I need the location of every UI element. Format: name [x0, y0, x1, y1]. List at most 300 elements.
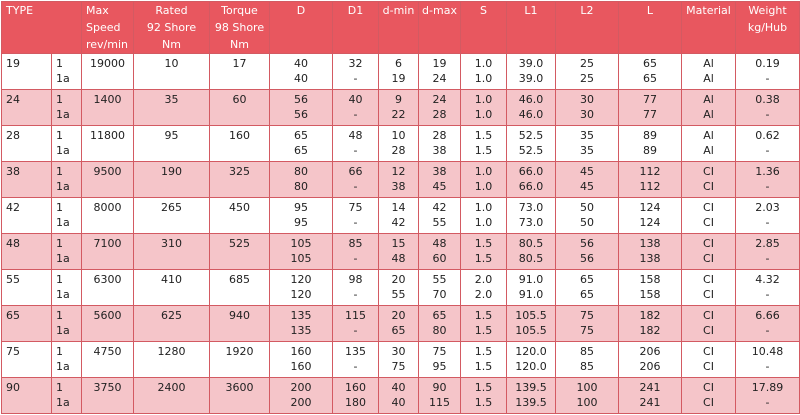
cell-d-min — [379, 270, 419, 306]
cell-weight — [736, 90, 800, 126]
cell-rated-torque: 95 — [134, 126, 210, 162]
cell-l1 — [507, 306, 556, 342]
cell-material-line: CI — [703, 237, 714, 250]
cell-d1-line: 135 — [345, 345, 366, 358]
cell-s — [461, 162, 507, 198]
cell-d-max — [419, 234, 461, 270]
cell-d-min-line: 9 — [395, 93, 402, 106]
cell-weight — [736, 198, 800, 234]
cell-l2-line: 75 — [580, 309, 594, 322]
cell-d — [270, 162, 333, 198]
cell-material-line: Al — [703, 57, 714, 70]
cell-l1-line: 120.0 — [515, 360, 547, 373]
cell-l-line: 77 — [643, 93, 657, 106]
cell-max-speed: 1400 — [82, 90, 134, 126]
cell-l1 — [507, 54, 556, 90]
cell-weight — [736, 342, 800, 378]
cell-variant-line: 1a — [56, 360, 70, 373]
cell-weight — [736, 234, 800, 270]
cell-d-min-line: 22 — [391, 108, 406, 121]
header-d: D — [270, 2, 333, 54]
cell-l-line: 206 — [639, 360, 661, 373]
cell-d-line: 200 — [290, 396, 312, 409]
cell-variant-line: 1 — [56, 273, 63, 286]
cell-variant — [52, 378, 82, 414]
cell-type: 65 — [2, 306, 52, 342]
cell-d-line: 80 — [294, 180, 308, 193]
cell-l2-line: 35 — [580, 129, 594, 142]
cell-l1 — [507, 198, 556, 234]
cell-l1-line: 80.5 — [518, 237, 544, 250]
cell-d-line: 40 — [294, 72, 308, 85]
cell-d-max-line: 70 — [432, 288, 447, 301]
cell-max-torque: 1920 — [210, 342, 270, 378]
cell-d — [270, 198, 333, 234]
header-d-max: d-max — [419, 2, 461, 54]
cell-d1 — [333, 198, 379, 234]
header-rated-torque: Rated 92 Shore Nm — [134, 2, 210, 54]
cell-weight-line: 0.62 — [755, 129, 780, 142]
cell-l1 — [507, 342, 556, 378]
cell-d-line: 65 — [294, 129, 308, 142]
cell-d — [270, 234, 333, 270]
cell-d-min-line: 48 — [391, 252, 406, 265]
cell-material-line: CI — [703, 180, 714, 193]
cell-d-min — [379, 54, 419, 90]
cell-l2-line: 45 — [580, 180, 594, 193]
cell-d-max-line: 28 — [432, 108, 447, 121]
cell-l2-line: 65 — [580, 273, 594, 286]
cell-l-line: 182 — [639, 324, 661, 337]
cell-weight — [736, 378, 800, 414]
cell-d1-line: - — [353, 252, 358, 265]
cell-l-line: 124 — [639, 216, 661, 229]
cell-l2 — [556, 126, 619, 162]
cell-weight-line: 4.32 — [755, 273, 780, 286]
cell-d-line: 135 — [290, 309, 312, 322]
cell-l2 — [556, 270, 619, 306]
cell-s-line: 2.0 — [474, 273, 493, 286]
table-row — [2, 270, 800, 306]
cell-material — [682, 234, 736, 270]
cell-variant — [52, 162, 82, 198]
cell-material-line: CI — [703, 360, 714, 373]
cell-rated-torque: 310 — [134, 234, 210, 270]
cell-l2 — [556, 54, 619, 90]
cell-material-line: Al — [703, 108, 714, 121]
cell-d1 — [333, 162, 379, 198]
cell-weight-line: - — [765, 324, 770, 337]
cell-d-line: 65 — [294, 144, 308, 157]
cell-l1-line: 120.0 — [515, 345, 547, 358]
cell-l-line: 89 — [643, 129, 657, 142]
cell-d-line: 135 — [290, 324, 312, 337]
cell-max-torque: 325 — [210, 162, 270, 198]
cell-d-line: 95 — [294, 201, 308, 214]
cell-d-max-line: 60 — [432, 252, 447, 265]
cell-type: 38 — [2, 162, 52, 198]
cell-l1-line: 52.5 — [518, 129, 544, 142]
cell-l2-line: 30 — [580, 93, 594, 106]
cell-l2 — [556, 90, 619, 126]
table-body — [2, 54, 800, 414]
cell-d-min-line: 55 — [391, 288, 406, 301]
cell-d-max — [419, 54, 461, 90]
cell-material-line: CI — [703, 396, 714, 409]
cell-l1 — [507, 234, 556, 270]
cell-d1-line: 66 — [348, 165, 363, 178]
cell-l-line: 138 — [639, 252, 661, 265]
cell-d-min — [379, 306, 419, 342]
table-row — [2, 306, 800, 342]
cell-l1-line: 39.0 — [518, 72, 544, 85]
cell-weight-line: 0.38 — [755, 93, 780, 106]
cell-s — [461, 342, 507, 378]
cell-l2-line: 50 — [580, 201, 594, 214]
cell-d1-line: 85 — [348, 237, 363, 250]
cell-d-line: 105 — [290, 237, 312, 250]
cell-l1-line: 91.0 — [518, 288, 544, 301]
cell-rated-torque: 190 — [134, 162, 210, 198]
cell-s-line: 1.5 — [474, 309, 493, 322]
cell-l2-line: 100 — [576, 381, 598, 394]
cell-type: 28 — [2, 126, 52, 162]
cell-d1-line: - — [353, 180, 358, 193]
cell-material — [682, 198, 736, 234]
cell-d — [270, 306, 333, 342]
cell-l — [619, 126, 682, 162]
cell-s — [461, 126, 507, 162]
cell-l1 — [507, 270, 556, 306]
cell-material-line: CI — [703, 345, 714, 358]
cell-d-max-line: 55 — [432, 216, 447, 229]
cell-l1-line: 73.0 — [518, 216, 544, 229]
cell-d-max-line: 115 — [429, 396, 450, 409]
cell-d — [270, 54, 333, 90]
cell-d1-line: - — [353, 108, 358, 121]
cell-s — [461, 234, 507, 270]
cell-max-torque: 450 — [210, 198, 270, 234]
coupling-spec-table — [1, 1, 800, 414]
cell-l — [619, 234, 682, 270]
cell-rated-torque: 1280 — [134, 342, 210, 378]
cell-s-line: 1.0 — [474, 165, 493, 178]
cell-variant-line: 1 — [56, 165, 63, 178]
table-row — [2, 126, 800, 162]
cell-l-line: 112 — [639, 180, 661, 193]
cell-d-max-line: 42 — [432, 201, 447, 214]
cell-weight-line: - — [765, 360, 770, 373]
cell-l1-line: 39.0 — [518, 57, 544, 70]
cell-l-line: 89 — [643, 144, 657, 157]
cell-d-max — [419, 378, 461, 414]
cell-l2-line: 45 — [580, 165, 594, 178]
cell-s-line: 1.5 — [474, 381, 493, 394]
table-row — [2, 342, 800, 378]
cell-material-line: CI — [703, 165, 714, 178]
cell-weight-line: - — [765, 252, 770, 265]
cell-s-line: 1.0 — [474, 180, 493, 193]
cell-d-max-line: 45 — [432, 180, 447, 193]
cell-l2-line: 35 — [580, 144, 594, 157]
cell-rated-torque: 265 — [134, 198, 210, 234]
cell-variant-line: 1a — [56, 144, 70, 157]
cell-l-line: 158 — [639, 288, 661, 301]
cell-s-line: 1.5 — [474, 237, 493, 250]
cell-s-line: 1.5 — [474, 360, 493, 373]
cell-d-max-line: 80 — [432, 324, 447, 337]
cell-s-line: 1.0 — [474, 216, 493, 229]
cell-variant-line: 1a — [56, 216, 70, 229]
cell-max-torque: 160 — [210, 126, 270, 162]
cell-weight — [736, 270, 800, 306]
cell-weight-line: 17.89 — [751, 381, 784, 394]
cell-s-line: 1.5 — [474, 324, 493, 337]
cell-variant-line: 1 — [56, 57, 63, 70]
cell-d-min-line: 19 — [391, 72, 406, 85]
cell-l1-line: 46.0 — [518, 108, 544, 121]
cell-l-line: 241 — [639, 381, 661, 394]
cell-l1-line: 66.0 — [518, 165, 544, 178]
cell-l-line: 182 — [639, 309, 661, 322]
cell-material — [682, 342, 736, 378]
cell-l-line: 112 — [639, 165, 661, 178]
cell-s — [461, 270, 507, 306]
table-row — [2, 234, 800, 270]
cell-material-line: Al — [703, 93, 714, 106]
cell-d-line: 160 — [290, 360, 312, 373]
cell-l — [619, 270, 682, 306]
cell-weight-line: 1.36 — [755, 165, 780, 178]
cell-l-line: 206 — [639, 345, 661, 358]
cell-weight — [736, 54, 800, 90]
cell-s — [461, 90, 507, 126]
cell-type: 48 — [2, 234, 52, 270]
cell-d-line: 40 — [294, 57, 308, 70]
cell-d — [270, 378, 333, 414]
cell-l — [619, 306, 682, 342]
cell-l2-line: 85 — [580, 360, 594, 373]
cell-d-min-line: 38 — [391, 180, 406, 193]
cell-l1-line: 80.5 — [518, 252, 544, 265]
cell-d1-line: 115 — [345, 309, 366, 322]
cell-d-max-line: 90 — [432, 381, 447, 394]
cell-material-line: CI — [703, 252, 714, 265]
cell-material — [682, 90, 736, 126]
cell-variant — [52, 342, 82, 378]
cell-d-max-line: 48 — [432, 237, 447, 250]
cell-s — [461, 378, 507, 414]
cell-d-line: 80 — [294, 165, 308, 178]
cell-l2-line: 50 — [580, 216, 594, 229]
cell-d-min-line: 42 — [391, 216, 406, 229]
cell-l2 — [556, 378, 619, 414]
cell-d-min-line: 6 — [395, 57, 402, 70]
table-row — [2, 378, 800, 414]
cell-l — [619, 342, 682, 378]
cell-l1 — [507, 90, 556, 126]
cell-s-line: 1.0 — [474, 93, 493, 106]
cell-variant-line: 1a — [56, 288, 70, 301]
cell-material-line: CI — [703, 216, 714, 229]
cell-type: 42 — [2, 198, 52, 234]
cell-l1-line: 52.5 — [518, 144, 544, 157]
cell-l1-line: 73.0 — [518, 201, 544, 214]
cell-material — [682, 270, 736, 306]
cell-l2-line: 85 — [580, 345, 594, 358]
cell-d-max-line: 95 — [432, 360, 447, 373]
cell-l — [619, 378, 682, 414]
cell-l-line: 241 — [639, 396, 661, 409]
cell-d-max — [419, 270, 461, 306]
cell-l-line: 124 — [639, 201, 661, 214]
cell-material-line: CI — [703, 324, 714, 337]
cell-d-min — [379, 162, 419, 198]
cell-d-line: 120 — [290, 288, 312, 301]
cell-max-speed: 4750 — [82, 342, 134, 378]
cell-d-min — [379, 90, 419, 126]
cell-material — [682, 378, 736, 414]
cell-d1 — [333, 306, 379, 342]
cell-material-line: Al — [703, 144, 714, 157]
cell-s-line: 1.0 — [474, 57, 493, 70]
cell-rated-torque: 35 — [134, 90, 210, 126]
cell-l2 — [556, 198, 619, 234]
cell-variant — [52, 198, 82, 234]
cell-s-line: 1.5 — [474, 252, 493, 265]
cell-l1 — [507, 162, 556, 198]
cell-weight-line: 2.03 — [755, 201, 780, 214]
cell-material — [682, 162, 736, 198]
cell-weight — [736, 306, 800, 342]
cell-d1-line: 40 — [348, 93, 363, 106]
cell-d-min-line: 20 — [391, 273, 406, 286]
cell-d1-line: - — [353, 360, 358, 373]
cell-d1-line: 98 — [348, 273, 363, 286]
cell-d — [270, 270, 333, 306]
cell-max-speed: 6300 — [82, 270, 134, 306]
cell-max-torque: 17 — [210, 54, 270, 90]
cell-variant — [52, 54, 82, 90]
cell-variant — [52, 306, 82, 342]
cell-variant — [52, 126, 82, 162]
cell-d-max-line: 24 — [432, 93, 447, 106]
cell-d-min-line: 10 — [391, 129, 406, 142]
cell-max-torque: 60 — [210, 90, 270, 126]
cell-d1 — [333, 54, 379, 90]
cell-material-line: CI — [703, 309, 714, 322]
cell-s-line: 1.0 — [474, 108, 493, 121]
cell-d-min-line: 65 — [391, 324, 406, 337]
cell-d1 — [333, 90, 379, 126]
cell-d1-line: - — [353, 216, 358, 229]
cell-weight-line: - — [765, 180, 770, 193]
cell-variant-line: 1 — [56, 93, 63, 106]
cell-l — [619, 54, 682, 90]
cell-variant-line: 1 — [56, 201, 63, 214]
cell-d-min — [379, 378, 419, 414]
cell-d-line: 120 — [290, 273, 312, 286]
cell-weight-line: - — [765, 108, 770, 121]
cell-d1 — [333, 270, 379, 306]
cell-d-max — [419, 90, 461, 126]
cell-material — [682, 306, 736, 342]
cell-type: 19 — [2, 54, 52, 90]
cell-variant-line: 1 — [56, 309, 63, 322]
cell-s-line: 1.5 — [474, 144, 493, 157]
cell-d-max-line: 75 — [432, 345, 447, 358]
cell-l2 — [556, 342, 619, 378]
cell-d-max — [419, 198, 461, 234]
cell-weight-line: - — [765, 216, 770, 229]
cell-variant-line: 1a — [56, 252, 70, 265]
cell-l — [619, 198, 682, 234]
cell-d-min-line: 30 — [391, 345, 406, 358]
cell-d-max — [419, 162, 461, 198]
cell-d1 — [333, 342, 379, 378]
cell-type: 75 — [2, 342, 52, 378]
cell-d-min — [379, 198, 419, 234]
header-l2: L2 — [556, 2, 619, 54]
cell-material-line: Al — [703, 72, 714, 85]
cell-l-line: 138 — [639, 237, 661, 250]
cell-max-speed: 8000 — [82, 198, 134, 234]
table-row — [2, 90, 800, 126]
cell-d-max-line: 24 — [432, 72, 447, 85]
cell-d1-line: 160 — [345, 381, 366, 394]
cell-rated-torque: 10 — [134, 54, 210, 90]
cell-d-max-line: 55 — [432, 273, 447, 286]
header-max-speed: Max Speed rev/min — [82, 2, 134, 54]
cell-l2-line: 65 — [580, 288, 594, 301]
cell-variant — [52, 234, 82, 270]
header-type: TYPE — [2, 2, 82, 54]
cell-l1 — [507, 378, 556, 414]
cell-max-torque: 685 — [210, 270, 270, 306]
header-l1: L1 — [507, 2, 556, 54]
cell-d-min-line: 12 — [391, 165, 406, 178]
cell-l1-line: 91.0 — [518, 273, 544, 286]
cell-l1-line: 105.5 — [515, 324, 547, 337]
cell-d-line: 200 — [290, 381, 312, 394]
cell-d-min-line: 75 — [391, 360, 406, 373]
cell-material — [682, 126, 736, 162]
cell-l-line: 77 — [643, 108, 657, 121]
header-weight: Weight kg/Hub — [736, 2, 800, 54]
cell-rated-torque: 410 — [134, 270, 210, 306]
cell-d-max-line: 38 — [432, 144, 447, 157]
cell-s-line: 2.0 — [474, 288, 493, 301]
cell-variant-line: 1a — [56, 396, 70, 409]
cell-d1 — [333, 126, 379, 162]
table-row — [2, 54, 800, 90]
cell-rated-torque: 625 — [134, 306, 210, 342]
header-l: L — [619, 2, 682, 54]
cell-d1-line: - — [353, 288, 358, 301]
cell-d-line: 95 — [294, 216, 308, 229]
cell-l2-line: 30 — [580, 108, 594, 121]
cell-material-line: CI — [703, 288, 714, 301]
cell-max-speed: 7100 — [82, 234, 134, 270]
cell-variant-line: 1 — [56, 381, 63, 394]
cell-max-speed: 11800 — [82, 126, 134, 162]
cell-d-max-line: 28 — [432, 129, 447, 142]
header-material: Material — [682, 2, 736, 54]
cell-variant-line: 1 — [56, 129, 63, 142]
cell-max-speed: 9500 — [82, 162, 134, 198]
cell-max-speed: 5600 — [82, 306, 134, 342]
table-row — [2, 198, 800, 234]
